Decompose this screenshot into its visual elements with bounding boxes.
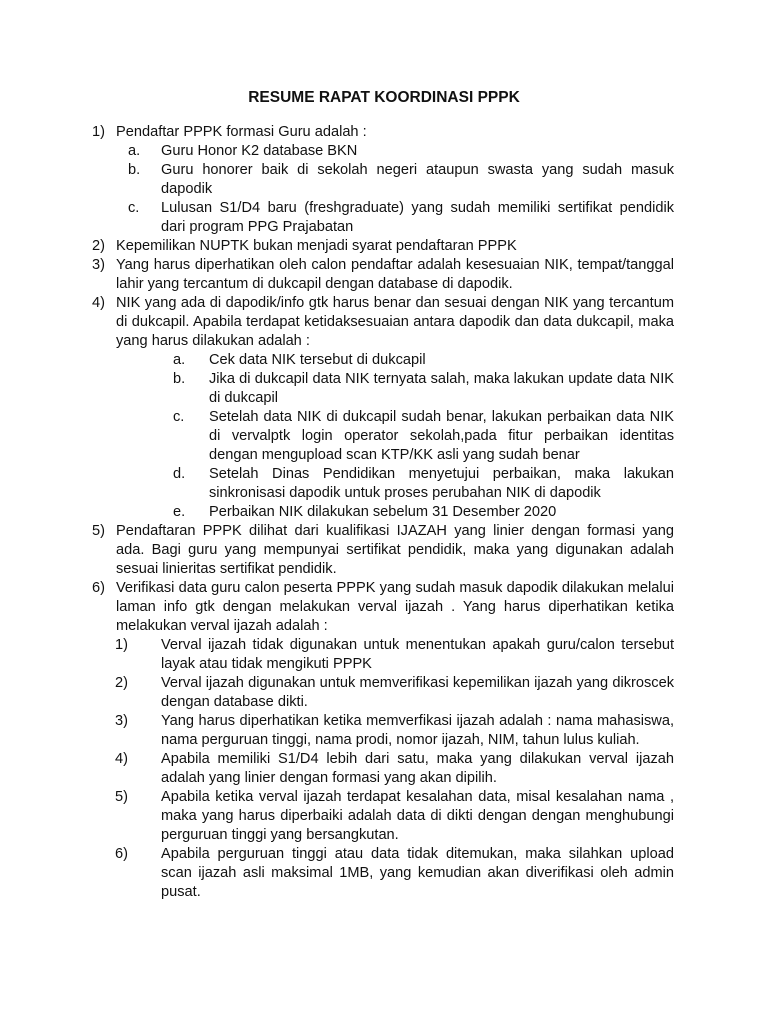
sub-item-6-2 [92,674,674,712]
sub-item-text: Lulusan S1/D4 baru (freshgraduate) yang sudah memiliki sertifikat pendidik dari program PPG Prajabatan [161,200,674,235]
list-item-text: Pendaftaran PPPK dilihat dari kualifikasi IJAZAH yang linier dengan formasi yang ada. Bagi guru yang mempunyai sertifikat pendidik, maka yang digunakan adalah sesuai linieritas sertifikat pendidik. [116,523,674,577]
sub-item-label: b. [128,162,141,178]
sub-item-text: Apabila perguruan tinggi atau data tidak ditemukan, maka silahkan upload scan ijazah asli maksimal 1MB, yang kemudian akan diverifikasi oleh admin pusat. [161,846,674,900]
sub-item-4d [92,465,674,503]
sub-item-label: 6) [115,846,128,862]
list-number: 3) [92,257,105,273]
list-number: 5) [92,523,105,539]
sub-item-label: 3) [115,713,128,729]
list-item-3 [92,256,674,294]
list-item-6 [92,579,674,636]
sub-item-1a [92,142,674,161]
sub-item-4a [92,351,674,370]
sub-item-label: a. [173,352,186,368]
sub-item-text: Setelah data NIK di dukcapil sudah benar, lakukan perbaikan data NIK di vervalptk login operator sekolah,pada fitur perbaikan identitas dengan mengupload scan KTP/KK asli yang sudah benar [209,409,674,463]
list-item-text: Verifikasi data guru calon peserta PPPK yang sudah masuk dapodik dilakukan melalui laman info gtk dengan melakukan verval ijazah . Yang harus diperhatikan ketika melakukan verval ijazah adalah : [116,580,674,634]
sub-item-text: Yang harus diperhatikan ketika memverfikasi ijazah adalah : nama mahasiswa, nama perguruan tinggi, nama prodi, nomor ijazah, NIM, tahun lulus kuliah. [161,713,674,748]
sub-item-text: Setelah Dinas Pendidikan menyetujui perbaikan, maka lakukan sinkronisasi dapodik untuk proses perubahan NIK di dapodik [209,466,674,501]
sub-item-label: e. [173,504,186,520]
sub-item-text: Verval ijazah digunakan untuk memverifikasi kepemilikan ijazah yang dikroscek dengan database dikti. [161,675,674,710]
list-number: 6) [92,580,105,596]
list-number: 2) [92,238,105,254]
list-number: 4) [92,295,105,311]
sub-item-text: Cek data NIK tersebut di dukcapil [209,352,426,368]
document-title: RESUME RAPAT KOORDINASI PPPK [248,89,520,106]
sub-item-text: Apabila memiliki S1/D4 lebih dari satu, maka yang dilakukan verval ijazah adalah yang linier dengan formasi yang akan dipilih. [161,751,674,786]
list-item-text: NIK yang ada di dapodik/info gtk harus benar dan sesuai dengan NIK yang tercantum di dukcapil. Apabila terdapat ketidaksesuaian antara dapodik dan data dukcapil, maka yang harus dilakukan adalah : [116,295,674,349]
sub-item-4c [92,408,674,465]
sub-item-1c [92,199,674,237]
sub-item-6-5 [92,788,674,845]
sub-item-6-4 [92,750,674,788]
sub-item-label: 4) [115,751,128,767]
sub-item-6-1 [92,636,674,674]
sub-item-label: a. [128,143,141,159]
sub-item-label: c. [173,409,185,425]
list-item-4 [92,294,674,351]
sub-item-4b [92,370,674,408]
sub-item-text: Perbaikan NIK dilakukan sebelum 31 Desember 2020 [209,504,557,520]
list-item-1 [92,123,674,142]
sub-item-text: Verval ijazah tidak digunakan untuk menentukan apakah guru/calon tersebut layak atau tidak mengikuti PPPK [161,637,674,672]
sub-item-text: Jika di dukcapil data NIK ternyata salah, maka lakukan update data NIK di dukcapil [209,371,674,406]
list-item-2 [92,237,674,256]
list-number: 1) [92,124,105,140]
sub-item-4e [92,503,674,522]
sub-item-label: 1) [115,637,128,653]
sub-item-6-6 [92,845,674,902]
list-item-5 [92,522,674,579]
sub-item-label: b. [173,371,186,387]
sub-item-text: Guru Honor K2 database BKN [161,143,358,159]
list-item-text: Pendaftar PPPK formasi Guru adalah : [116,124,367,140]
sub-item-text: Apabila ketika verval ijazah terdapat kesalahan data, misal kesalahan nama , maka yang harus diperbaiki adalah data di dikti dengan dengan menghubungi perguruan tinggi yang bersangkutan. [161,789,674,843]
list-item-text: Kepemilikan NUPTK bukan menjadi syarat pendaftaran PPPK [116,238,517,254]
sub-item-label: d. [173,466,186,482]
sub-item-1b [92,161,674,199]
sub-item-text: Guru honorer baik di sekolah negeri ataupun swasta yang sudah masuk dapodik [161,162,674,197]
sub-item-6-3 [92,712,674,750]
sub-item-label: c. [128,200,140,216]
sub-item-label: 2) [115,675,128,691]
sub-item-label: 5) [115,789,128,805]
list-item-text: Yang harus diperhatikan oleh calon pendaftar adalah kesesuaian NIK, tempat/tanggal lahir yang tercantum di dukcapil dengan database di dapodik. [116,257,674,292]
document-body [92,123,674,902]
